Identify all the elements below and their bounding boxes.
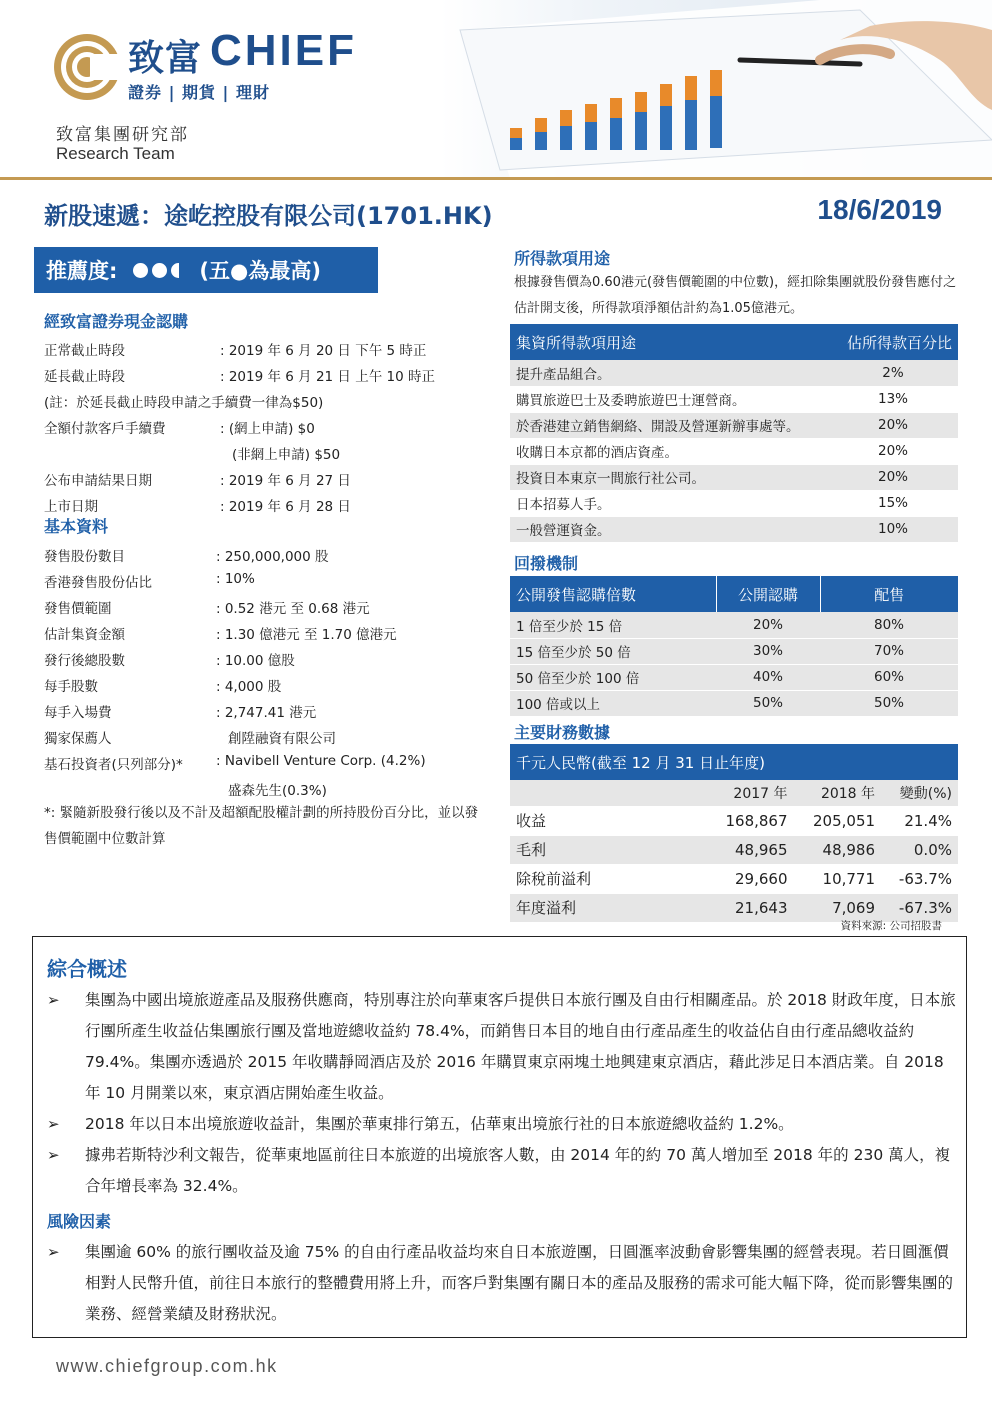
table-row: 提升產品組合。 2% xyxy=(510,360,958,386)
rating-dots xyxy=(133,263,185,278)
basic-footnote: *: 緊隨新股發行後以及不計及超額配股權計劃的所持股份百分比，並以發售價範圍中位數計算 xyxy=(44,805,479,847)
table-row: 15 倍至少於 50 倍 30% 70% xyxy=(510,638,958,664)
table-row: 收益 168,867 205,051 21.4% xyxy=(510,806,958,835)
rating-half-dot-icon xyxy=(171,263,179,278)
overview-heading: 綜合概述 xyxy=(47,957,127,981)
proceeds-heading: 所得款項用途 xyxy=(514,249,611,268)
footer-url[interactable]: www.chiefgroup.com.hk xyxy=(56,1356,278,1376)
list-item: ➢ 據弗若斯特沙利文報告，從華東地區前往日本旅遊的出境旅客人數，由 2014 年的約 70 萬人增加至 2018 年的 230 萬人，複合年增長率為 32.4%。 xyxy=(47,1140,957,1202)
logo-tagline: 證券 | 期貨 | 理財 xyxy=(128,83,270,102)
table-row: 100 倍或以上 50% 50% xyxy=(510,690,958,716)
table-row: 50 倍至少於 100 倍 40% 60% xyxy=(510,664,958,690)
logo-cn-text: 致富 xyxy=(128,38,203,79)
financials-heading: 主要財務數據 xyxy=(514,723,611,742)
table-row: 收購日本京都的酒店資產。 20% xyxy=(510,438,958,464)
arrow-bullet-icon: ➢ xyxy=(47,1146,60,1164)
rating-dot-icon xyxy=(152,263,167,278)
table-header-row: 千元人民幣(截至 12 月 31 日止年度) xyxy=(510,744,958,780)
list-item: ➢ 集團為中國出境旅遊產品及服務供應商，特別專注於向華東客戶提供日本旅行團及自由行相關產品。於 2018 財政年度，日本旅行團所產生收益佔集團旅行團及當地遊總收益約 78.4%，而銷售日本目的地自由行產品產生的收益佔自由行產品總收益約 79.4%。集團亦透過於 2015 年收購靜岡酒店及於 2016 年購買東京兩塊土地興建東京酒店，藉此涉足日本酒店業。自 2018 年 10 月開業以來，東京酒店開始產生收益。 xyxy=(47,985,957,1109)
financials-source: 資料來源: 公司招股書 xyxy=(840,920,942,932)
arrow-bullet-icon: ➢ xyxy=(47,1115,60,1133)
team-name-cn: 致富集團研究部 xyxy=(56,125,189,145)
risk-heading: 風險因素 xyxy=(47,1212,112,1231)
table-header-row: 集資所得款項用途 佔所得款百分比 xyxy=(510,324,958,360)
clawback-heading: 回撥機制 xyxy=(514,554,579,573)
overview-bullets xyxy=(47,985,957,1202)
logo-en-text: CHIEF xyxy=(210,26,357,75)
rating-note: (五●為最高) xyxy=(199,259,321,283)
table-row: 日本招募人手。 15% xyxy=(510,490,958,516)
team-name-en: Research Team xyxy=(56,144,175,163)
risk-bullets xyxy=(47,1237,957,1330)
clawback-table xyxy=(510,576,958,717)
arrow-bullet-icon: ➢ xyxy=(47,1243,60,1261)
report-title: 新股速遞：途屹控股有限公司(1701.HK) xyxy=(44,202,493,230)
table-row: 投資日本東京一間旅行社公司。 20% xyxy=(510,464,958,490)
page-header xyxy=(0,0,992,180)
arrow-bullet-icon: ➢ xyxy=(47,991,60,1009)
proceeds-table xyxy=(510,324,958,543)
list-item: ➢ 集團逾 60% 的旅行團收益及逾 75% 的自由行產品收益均來自日本旅遊團，日圓滙率波動會影響集團的經營表現。若日圓滙價相對人民幣升值，前往日本旅行的整體費用將上升，而客戶對集團有關日本的產品及服務的需求可能大幅下降，從而影響集團的業務、經營業績及財務狀況。 xyxy=(47,1237,957,1330)
list-item: ➢ 2018 年以日本出境旅遊收益計，集團於華東排行第五，佔華東出境旅行社的日本旅遊總收益約 1.2%。 xyxy=(47,1109,957,1140)
table-row: 於香港建立銷售網絡、開設及營運新辦事處等。 20% xyxy=(510,412,958,438)
chief-logo-icon xyxy=(52,32,122,102)
table-row: 年度溢利 21,643 7,069 -67.3% xyxy=(510,893,958,922)
proceeds-paragraph: 根據發售價為0.60港元(發售價範圍的中位數)，經扣除集團就股份發售應付之估計開支後，所得款項淨額估計約為1.05億港元。 xyxy=(514,275,957,316)
table-row: 毛利 48,965 48,986 0.0% xyxy=(510,835,958,864)
table-row: 除稅前溢利 29,660 10,771 -63.7% xyxy=(510,864,958,893)
basic-info-heading: 基本資料 xyxy=(44,517,109,536)
table-row: 1 倍至少於 15 倍 20% 80% xyxy=(510,612,958,638)
subscription-heading: 經致富證券現金認購 xyxy=(44,312,189,331)
rating-label: 推薦度: xyxy=(46,259,118,283)
rating-dot-icon xyxy=(133,263,148,278)
report-date: 18/6/2019 xyxy=(817,194,942,225)
header-divider xyxy=(0,177,992,180)
hero-chart-image xyxy=(440,0,992,178)
table-row: 一般營運資金。 10% xyxy=(510,516,958,542)
table-row: 2017 年 2018 年 變動(%) xyxy=(510,780,958,806)
overview-box xyxy=(32,936,967,1338)
table-header-row: 公開發售認購倍數 公開認購 配售 xyxy=(510,576,958,612)
rating-banner xyxy=(34,247,378,293)
financials-table xyxy=(510,744,958,923)
table-row: 購買旅遊巴士及委聘旅遊巴士運營商。 13% xyxy=(510,386,958,412)
